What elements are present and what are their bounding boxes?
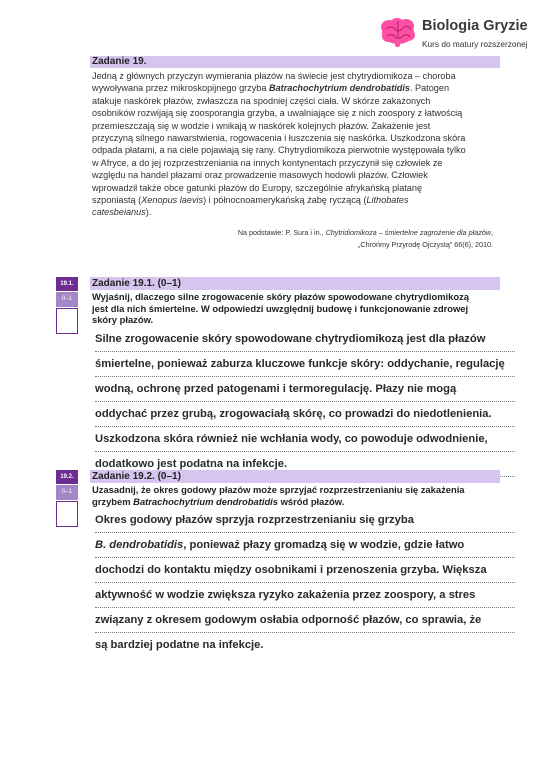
intro-line-rich: wywoływana przez mikroskopijnego grzyba Batrachochytrium dendrobatidis. Patogen [92, 83, 450, 94]
intro-line-rich: szponiastą (Xenopus laevis) i północnoamerykańską żabę ryczącą (Lithobates [92, 195, 409, 206]
answer-line: aktywność w wodzie zwiększa ryzyko zakażenia przez zoospory, a stres [95, 583, 515, 608]
answer-line: dochodzi do kontaktu między osobnikami i przenoszenia grzyba. Większa [95, 558, 515, 583]
question-line: jest dla nich śmiertelne. W odpowiedzi uwzględnij budowę i funkcjonowanie zdrowej [92, 302, 469, 314]
task-score-badge: 0–1 [56, 292, 78, 307]
task19-2-answer [95, 508, 515, 657]
intro-line: osobników rozwijają się zoosporangia grzyba, a uwalniające się z nich zoospory z łatwością [92, 108, 463, 119]
logo [380, 15, 545, 55]
question-line: skóry płazów. [92, 314, 154, 326]
answer-line: oddychać przez grubą, zrogowaciałą skórę, co prowadzi do niedotlenienia. [95, 402, 515, 427]
answer-line: Uszkodzona skóra również nie wchłania wody, co powoduje odwodnienie, [95, 427, 515, 452]
task19-header-bar [90, 56, 500, 68]
task19-1-question [92, 291, 492, 326]
question-line-rich: grzybem Batrachochytrium dendrobatidis wśród płazów. [92, 495, 345, 507]
task-score-badge: 0–1 [56, 485, 78, 500]
intro-line-rich: catesbeianus). [92, 207, 152, 218]
task19-2-question [92, 484, 492, 507]
intro-line: przemieszczają się w wodzie i wnikają w naskórek kolejnych płazów. Zakażenie jest [92, 120, 431, 131]
answer-line: związany z okresem godowym osłabia odporność płazów, co sprawia, że [95, 608, 515, 633]
score-box[interactable] [56, 308, 78, 334]
task-number-badge: 19.2. [56, 470, 78, 484]
intro-line: odpada płatami, a na ciele pojawiają się rany. Chytrydiomikoza pierwotnie występowała tylko [92, 145, 466, 156]
logo-title: Biologia Gryzie [422, 18, 528, 34]
answer-line: Silne zrogowacenie skóry spowodowane chytrydiomikozą jest dla płazów [95, 327, 515, 352]
intro-line: w Afryce, a do jej rozprzestrzeniania na innych kontynentach przyczynił się człowiek ze [92, 157, 443, 168]
intro-line: względu na handel płazami oraz prowadzenie masowych hodowli płazów. Człowiek [92, 170, 428, 181]
intro-line: przyczyną silnego nawarstwienia, rogowacenia i łuszczenia się naskórka. Uszkodzona skóra [92, 133, 466, 144]
source-line: „Chrońmy Przyrodę Ojczystą” 66(6), 2010. [357, 239, 493, 249]
task19-2-header: Zadanie 19.2. (0–1) [92, 471, 181, 482]
intro-line: Jedną z głównych przyczyn wymierania płazów na świecie jest chytrydiomikoza – choroba [92, 71, 456, 81]
answer-line: dodatkowo jest podatna na infekcje. [95, 452, 515, 477]
source-citation [113, 227, 493, 250]
task-number-badge: 19.1. [56, 277, 78, 291]
intro-line: wprowadził także obce gatunki płazów do Europy, szczególnie afrykańską platanę [92, 182, 423, 193]
answer-line: wodną, ochronę przed patogenami i termoregulację. Płazy nie mogą [95, 377, 515, 402]
question-line: Wyjaśnij, dlaczego silne zrogowacenie skóry płazów spowodowane chytrydiomikozą [92, 291, 470, 302]
answer-line: Okres godowy płazów sprzyja rozprzestrzenianiu się grzyba [95, 508, 515, 533]
score-box[interactable] [56, 501, 78, 527]
task19-1-header: Zadanie 19.1. (0–1) [92, 278, 181, 289]
source-line-rich: Na podstawie: P. Sura i in., Chytridiomikoza – śmiertelne zagrożenie dla płazów, [237, 228, 493, 237]
task19-intro [92, 70, 490, 219]
question-line: Uzasadnij, że okres godowy płazów może sprzyjać rozprzestrzenianiu się zakażenia [92, 484, 465, 495]
answer-line-rich: B. dendrobatidis, ponieważ płazy gromadzą się w wodzie, gdzie łatwo [95, 533, 515, 558]
logo-subtitle: Kurs do matury rozszerzonej [422, 39, 528, 49]
intro-line: atakuje naskórek płazów, zwłaszcza na spodniej części ciała. W skórze zakażonych [92, 95, 431, 106]
answer-line: śmiertelne, ponieważ zaburza kluczowe funkcje skóry: oddychanie, regulację [95, 352, 515, 377]
task19-header: Zadanie 19. [92, 56, 147, 67]
task19-1-answer [95, 327, 515, 477]
answer-line: są bardziej podatne na infekcje. [95, 639, 264, 651]
brain-icon [380, 17, 416, 49]
